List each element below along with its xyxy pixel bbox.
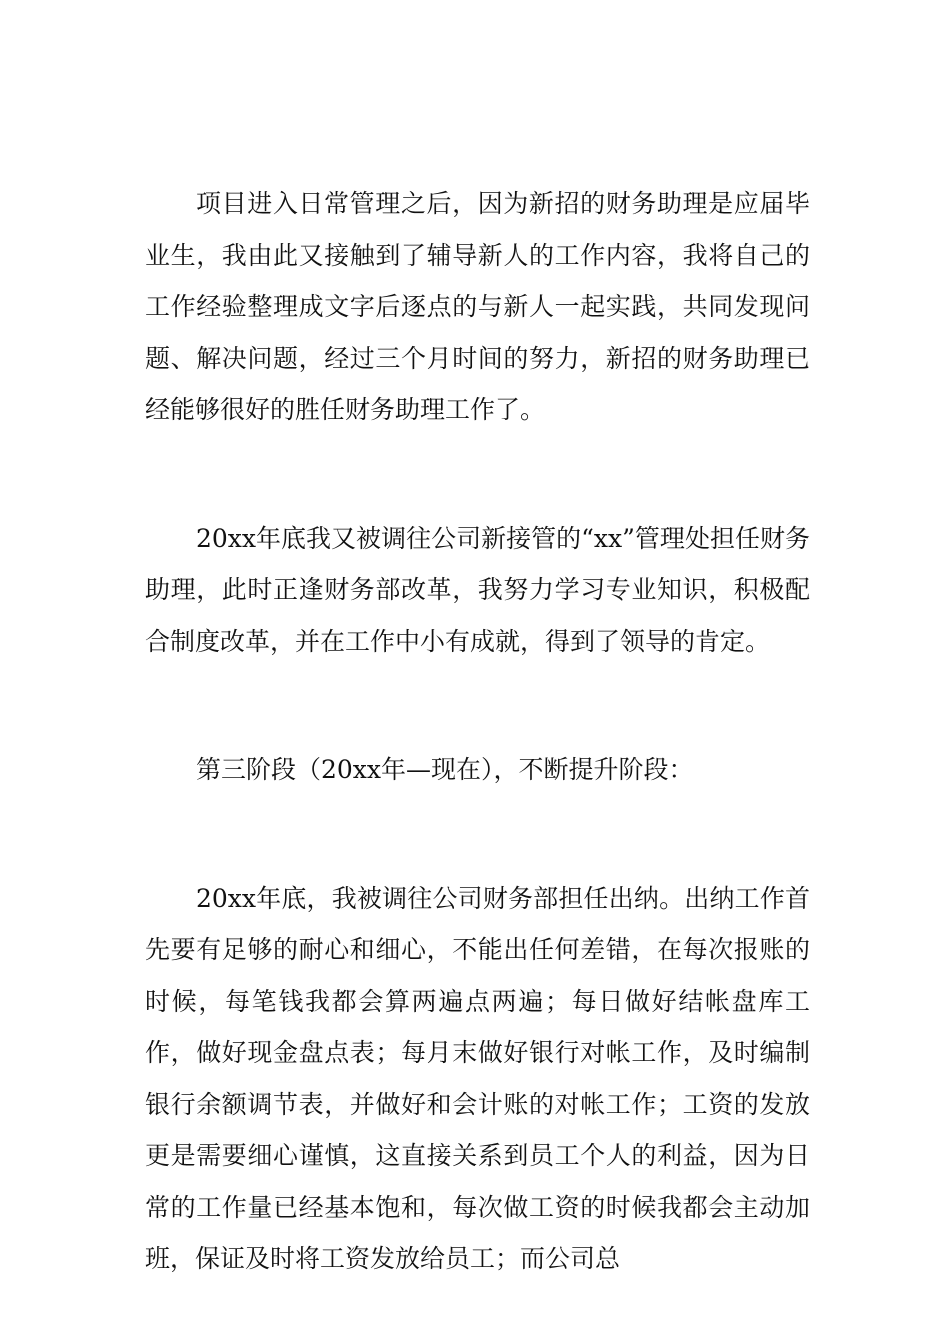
paragraph-transfer-management-office: 20xx年底我又被调往公司新接管的“xx”管理处担任财务助理，此时正逢财务部改革，我努力学习专业知识，积极配合制度改革，并在工作中小有成就，得到了领导的肯定。 (145, 523, 810, 656)
document-body (145, 178, 810, 1285)
paragraph-new-assistant-training: 项目进入日常管理之后，因为新招的财务助理是应届毕业生，我由此又接触到了辅导新人的工作内容，我将自己的工作经验整理成文字后逐点的与新人一起实践，共同发现问题、解决问题，经过三个月时间的努力，新招的财务助理已经能够很好的胜任财务助理工作了。 (145, 189, 810, 424)
paragraph-gap (145, 436, 810, 513)
section-heading-stage-three: 第三阶段（20xx年—现在），不断提升阶段： (196, 755, 694, 784)
paragraph-gap (145, 796, 810, 873)
paragraph-cashier-duties: 20xx年底，我被调往公司财务部担任出纳。出纳工作首先要有足够的耐心和细心，不能出任何差错，在每次报账的时候，每笔钱我都会算两遍点两遍；每日做好结帐盘库工作，做好现金盘点表；每月末做好银行对帐工作，及时编制银行余额调节表，并做好和会计账的对帐工作；工资的发放更是需要细心谨慎，这直接关系到员工个人的利益，因为日常的工作量已经基本饱和，每次做工资的时候我都会主动加班，保证及时将工资发放给员工；而公司总 (145, 883, 810, 1273)
paragraph-gap (145, 667, 810, 744)
